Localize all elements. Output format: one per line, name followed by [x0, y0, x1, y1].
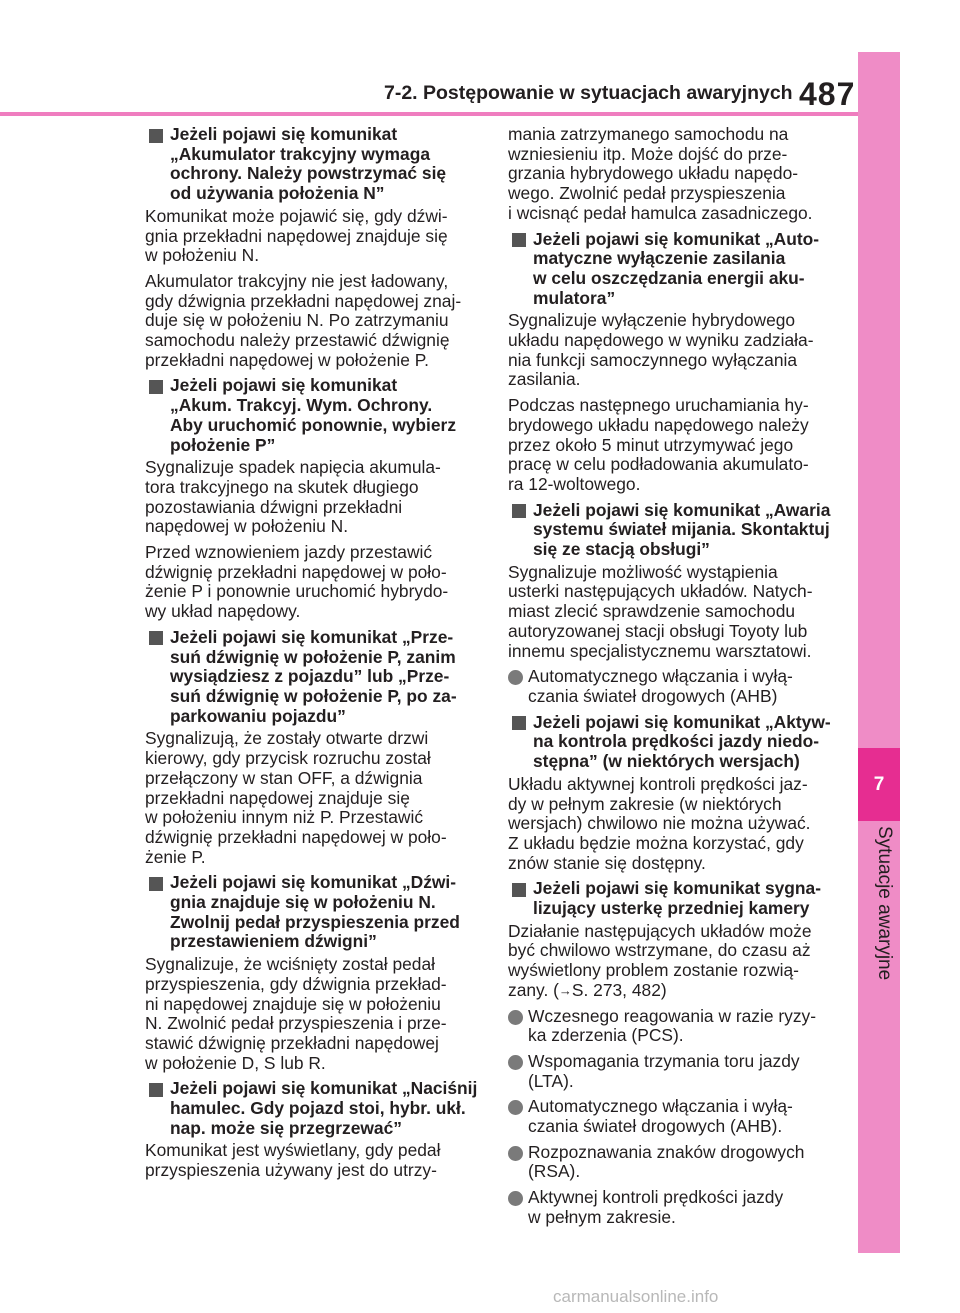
square-bullet-icon — [508, 232, 529, 249]
round-bullet-icon — [508, 1100, 523, 1115]
heading-battery-protection — [145, 125, 478, 204]
square-bullet-icon — [508, 503, 529, 520]
list-item-text: Automatycznego włączania i wyłą- czania świateł drogowych (AHB). — [528, 1096, 793, 1137]
paragraph: Komunikat może pojawić się, gdy dźwi- gnia przekładni napędowej znajduje się w położeniu N. — [145, 205, 448, 266]
watermark: carmanualsonline.info — [553, 1287, 719, 1306]
paragraph: Sygnalizuje wyłączenie hybrydowego układu napędowego w wyniku zadziała- nia funkcji samoczynnego wyłączania zasilania. — [508, 310, 814, 390]
paragraph: Podczas następnego uruchamiania hy- brydowego układu napędowego należy przez około 5 minut utrzymywać jego pracę w celu podładowania akumulato- ra 12-woltowego. — [508, 395, 809, 494]
paragraph: Sygnalizuje możliwość wystąpienia usterki następujących układów. Natych- miast zlecić sprawdzenie samochodu autoryzowanej stacji obsługi Toyoty lub innemu specjalistycznemu warsztatowi. — [508, 561, 813, 661]
page-reference: S. 273, 482) — [571, 979, 667, 1000]
chapter-side-tab — [858, 52, 900, 1253]
list-item — [508, 1097, 841, 1136]
paragraph-text: Działanie następujących układów może być chwilowo wstrzymane, do czasu aż wyświetlony problem zostanie rozwią- zany. ( — [508, 920, 812, 1000]
square-bullet-icon — [508, 881, 529, 898]
chapter-number-badge: 7 — [858, 748, 900, 821]
list-item-text: Aktywnej kontroli prędkości jazdy w pełnym zakresie. — [528, 1187, 784, 1227]
heading-text: Jeżeli pojawi się komunikat „Prze- suń dźwignię w położenie P, zanim wysiądziesz z pojazdu” lub „Prze- suń dźwignię w położenie P, po za- parkowaniu pojazdu” — [170, 626, 457, 726]
heading-front-camera — [508, 879, 841, 918]
round-bullet-icon — [508, 670, 523, 685]
heading-auto-power-off — [508, 230, 841, 309]
square-bullet-icon — [145, 378, 166, 395]
round-bullet-icon — [508, 1146, 523, 1161]
square-bullet-icon — [145, 875, 166, 892]
list-item — [508, 1007, 841, 1046]
paragraph: Sygnalizują, że zostały otwarte drzwi kierowy, gdy przycisk rozruchu został przełączony w stan OFF, a dźwignia przekładni napędowej znajduje się w położeniu innym niż P. Przestawić dźwignię przekładni napędowej w poło- żenie P. — [145, 728, 447, 867]
heading-text: Jeżeli pojawi się komunikat „Akum. Trakcyj. Wym. Ochrony. Aby uruchomić ponownie, wybierz położenie P” — [170, 375, 457, 455]
right-column — [508, 125, 841, 1234]
paragraph: mania zatrzymanego samochodu na wzniesieniu itp. Może dojść do prze- grzania hybrydowego układu napędo- wego. Zwolnić pedał przyspieszenia i wcisnąć pedał hamulca zasadniczego. — [508, 124, 813, 223]
heading-text: Jeżeli pojawi się komunikat „Naciśnij hamulec. Gdy pojazd stoi, hybr. ukł. nap. może się przegrzewać” — [170, 1078, 478, 1138]
round-bullet-icon — [508, 1010, 523, 1025]
list-item — [508, 1052, 841, 1091]
heading-text: Jeżeli pojawi się komunikat „Auto- matyczne wyłączenie zasilania w celu oszczędzania energii aku- mulatora” — [533, 228, 820, 308]
heading-cruise-unavailable — [508, 713, 841, 772]
heading-lever-in-n — [145, 873, 478, 952]
chapter-label: Sytuacje awaryjne — [874, 826, 895, 981]
heading-press-brake — [145, 1079, 478, 1138]
paragraph: Sygnalizuje, że wciśnięty został pedał przyspieszenia, gdy dźwignia przekład- ni napędowej znajduje się w położeniu N. Zwolnić pedał przyspieszenia i prze- stawić dźwignię przekładni napędowej w położenie D, S lub R. — [145, 954, 447, 1073]
list-item-text: Wczesnego reagowania w razie ryzy- ka zderzenia (PCS). — [528, 1005, 817, 1046]
square-bullet-icon — [145, 127, 166, 144]
list-item — [508, 1188, 841, 1227]
paragraph: Sygnalizuje spadek napięcia akumula- tora trakcyjnego na skutek długiego pozostawiania dźwigni przekładni napędowej w położeniu N. — [145, 457, 441, 537]
heading-text: Jeżeli pojawi się komunikat „Akumulator trakcyjny wymaga ochrony. Należy powstrzymać się od używania położenia N” — [170, 124, 447, 204]
square-bullet-icon — [508, 715, 529, 732]
square-bullet-icon — [145, 630, 166, 647]
paragraph: Akumulator trakcyjny nie jest ładowany, gdy dźwignia przekładni napędowej znaj- duje się w położeniu N. Po zatrzymaniu samochodu należy przestawić dźwignię przekładni napędowej w położenie P. — [145, 270, 462, 370]
section-title: 7-2. Postępowanie w sytuacjach awaryjnych — [384, 82, 793, 104]
heading-low-beam-failure — [508, 501, 841, 560]
list-item-text: Wspomagania trzymania toru jazdy (LTA). — [528, 1050, 800, 1091]
heading-shift-to-p — [145, 628, 478, 727]
heading-battery-restart — [145, 376, 478, 455]
list-item — [508, 1143, 841, 1182]
heading-text: Jeżeli pojawi się komunikat „Aktyw- na kontrola prędkości jazdy niedo- stępna” (w niektórych wersjach) — [533, 711, 831, 772]
list-item-text: Automatycznego włączania i wyłą- czania świateł drogowych (AHB) — [528, 666, 793, 706]
list-item — [508, 667, 841, 706]
round-bullet-icon — [508, 1055, 523, 1070]
round-bullet-icon — [508, 1191, 523, 1206]
list-item-text: Rozpoznawania znaków drogowych (RSA). — [528, 1141, 805, 1182]
header-divider — [0, 112, 858, 116]
paragraph: Układu aktywnej kontroli prędkości jaz- dy w pełnym zakresie (w niektórych wersjach) chwilowo nie można używać. Z układu będzie można korzystać, gdy znów stanie się dostępny. — [508, 773, 811, 873]
heading-text: Jeżeli pojawi się komunikat „Dźwi- gnia znajduje się w położeniu N. Zwolnij pedał przyspieszenia przed przestawieniem dźwigni” — [170, 872, 460, 952]
left-column — [145, 125, 478, 1187]
paragraph: Przed wznowieniem jazdy przestawić dźwignię przekładni napędowej w poło- żenie P i ponownie uruchomić hybrydo- wy układ napędowy. — [145, 542, 449, 622]
page-number: 487 — [799, 76, 856, 112]
page-header — [0, 0, 960, 122]
square-bullet-icon — [145, 1081, 166, 1098]
paragraph: Komunikat jest wyświetlany, gdy pedał przyspieszenia używany jest do utrzy- — [145, 1140, 441, 1181]
arrow-right-icon: → — [558, 982, 572, 998]
heading-text: Jeżeli pojawi się komunikat „Awaria systemu świateł mijania. Skontaktuj się ze stacją obsługi” — [533, 499, 831, 560]
heading-text: Jeżeli pojawi się komunikat sygna- lizujący usterkę przedniej kamery — [533, 878, 822, 919]
paragraph-with-reference — [508, 922, 841, 1001]
